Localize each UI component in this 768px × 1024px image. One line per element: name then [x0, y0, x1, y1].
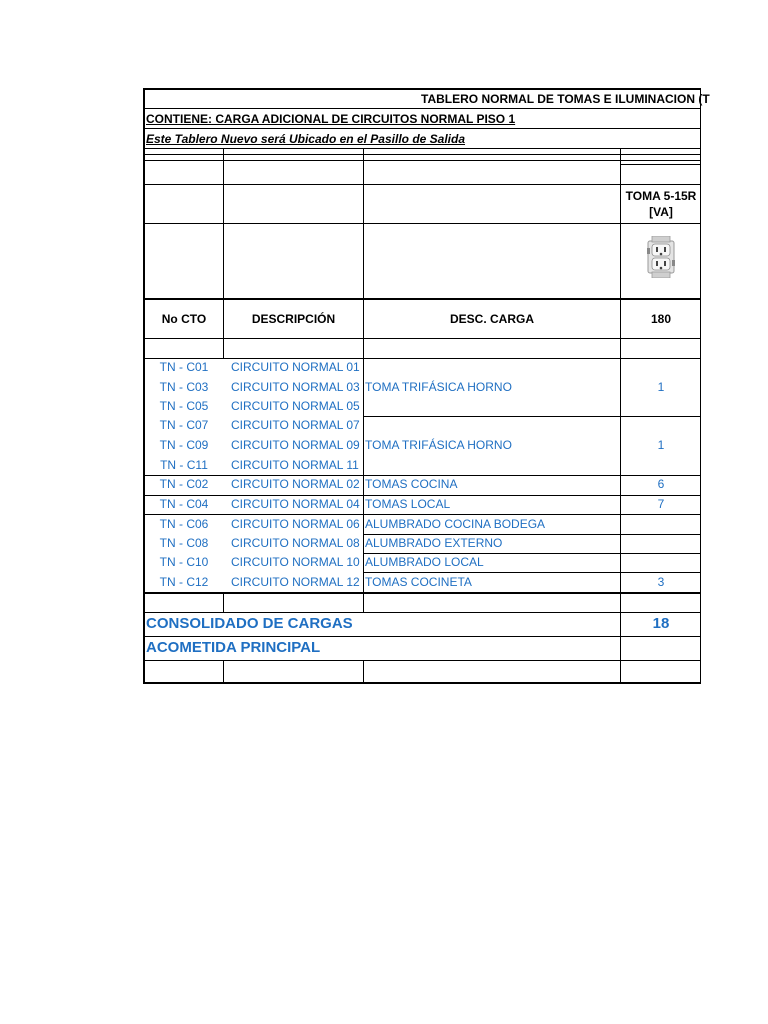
grid-line [145, 223, 701, 224]
row-descripcion: CIRCUITO NORMAL 04 [231, 497, 360, 511]
row-no-cto: TN - C02 [159, 477, 209, 491]
row-descripcion: CIRCUITO NORMAL 06 [231, 517, 360, 531]
row-desc-carga: TOMAS COCINETA [365, 575, 472, 589]
grid-line [145, 184, 701, 185]
row-descripcion: CIRCUITO NORMAL 12 [231, 575, 360, 589]
col-header-no-cto: No CTO [161, 312, 207, 326]
row-descripcion: CIRCUITO NORMAL 09 [231, 438, 360, 452]
ubicacion-line: Este Tablero Nuevo será Ubicado en el Pasillo de Salida [146, 132, 466, 146]
row-qty: 6 [657, 477, 665, 491]
sheet-title: TABLERO NORMAL DE TOMAS E ILUMINACION (T [421, 92, 710, 106]
row-desc-carga: ALUMBRADO EXTERNO [365, 536, 503, 550]
row-no-cto: TN - C05 [159, 399, 209, 413]
row-desc-carga: ALUMBRADO COCINA BODEGA [365, 517, 546, 531]
grid-line [145, 128, 701, 129]
row-no-cto: TN - C06 [159, 517, 209, 531]
row-descripcion: CIRCUITO NORMAL 11 [231, 458, 359, 472]
consolidado-label: CONSOLIDADO DE CARGAS [146, 615, 353, 632]
row-no-cto: TN - C11 [160, 458, 208, 472]
row-no-cto: TN - C07 [159, 418, 209, 432]
row-qty: 3 [657, 575, 665, 589]
grid-line [145, 338, 701, 339]
grid-line [145, 160, 701, 161]
grid-line [145, 636, 701, 637]
row-no-cto: TN - C12 [159, 575, 209, 589]
row-desc-carga: TOMA TRIFÁSICA HORNO [365, 380, 512, 394]
load-column-unit: [VA] [649, 205, 673, 219]
grid-line [620, 164, 701, 165]
row-descripcion: CIRCUITO NORMAL 05 [231, 399, 360, 413]
row-desc-carga: ALUMBRADO LOCAL [365, 555, 484, 569]
grid-line [363, 572, 701, 573]
row-no-cto: TN - C03 [159, 380, 209, 394]
row-no-cto: TN - C04 [159, 497, 209, 511]
grid-line [223, 298, 224, 358]
row-qty: 7 [657, 497, 665, 511]
grid-line [223, 660, 224, 682]
row-descripcion: CIRCUITO NORMAL 03 [231, 380, 360, 394]
consolidado-value: 18 [652, 615, 670, 632]
row-descripcion: CIRCUITO NORMAL 10 [231, 555, 360, 569]
row-descripcion: CIRCUITO NORMAL 02 [231, 477, 360, 491]
load-column-label: TOMA 5-15R [625, 189, 697, 203]
grid-line [145, 358, 701, 359]
col-header-descripcion: DESCRIPCIÓN [251, 312, 336, 326]
grid-line [363, 416, 701, 417]
load-schedule-table [143, 88, 710, 684]
row-qty: 1 [657, 380, 665, 394]
grid-line [223, 592, 224, 612]
grid-line [145, 148, 701, 149]
contiene-line: CONTIENE: CARGA ADICIONAL DE CIRCUITOS NORMAL PISO 1 [146, 112, 516, 126]
grid-line [145, 660, 701, 661]
grid-line [363, 660, 364, 682]
row-desc-carga: TOMAS LOCAL [365, 497, 451, 511]
row-qty: 1 [657, 438, 665, 452]
acometida-label: ACOMETIDA PRINCIPAL [146, 639, 321, 656]
row-no-cto: TN - C10 [159, 555, 209, 569]
grid-line [145, 612, 701, 613]
col-header-desc-carga: DESC. CARGA [449, 312, 534, 326]
row-desc-carga: TOMA TRIFÁSICA HORNO [365, 438, 512, 452]
row-desc-carga: TOMAS COCINA [365, 477, 458, 491]
row-no-cto: TN - C09 [159, 438, 209, 452]
grid-line [223, 148, 224, 298]
grid-line [145, 298, 701, 300]
grid-line [363, 148, 364, 612]
grid-line [145, 108, 701, 109]
row-no-cto: TN - C01 [159, 360, 209, 374]
load-column-value: 180 [650, 312, 672, 326]
row-descripcion: CIRCUITO NORMAL 07 [231, 418, 360, 432]
row-descripcion: CIRCUITO NORMAL 08 [231, 536, 360, 550]
outlet-icon [647, 236, 675, 278]
grid-line [145, 592, 701, 594]
grid-line [145, 514, 701, 515]
row-no-cto: TN - C08 [159, 536, 209, 550]
row-descripcion: CIRCUITO NORMAL 01 [231, 360, 360, 374]
grid-line [620, 148, 621, 682]
grid-line [145, 154, 701, 155]
